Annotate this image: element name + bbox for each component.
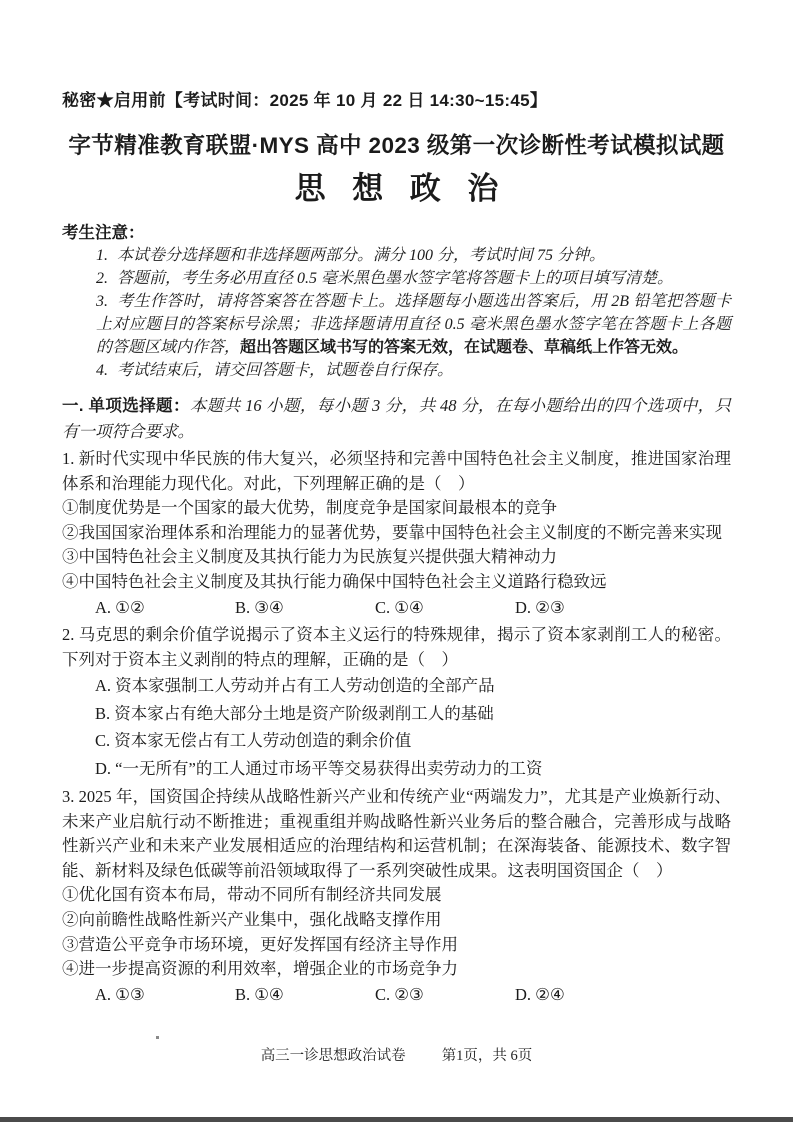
option-d: D. “一无所有”的工人通过市场平等交易获得出卖劳动力的工资 (95, 758, 543, 778)
question-stem: 1. 新时代实现中华民族的伟大复兴，必须坚持和完善中国特色社会主义制度，推进国家治理体系和治理能力现代化。对此，下列理解正确的是（ ） (62, 449, 731, 493)
exam-title: 字节精准教育联盟·MYS 高中 2023 级第一次诊断性考试模拟试题 (68, 133, 725, 158)
notice-item (62, 290, 731, 359)
notice-item-number: 2. (96, 270, 108, 287)
statement-item: ①制度优势是一个国家的最大优势，制度竞争是国家间最根本的竞争 (62, 498, 557, 518)
subject-title: 思 想 政 治 (294, 171, 508, 206)
option-d: D. ②③ (515, 597, 565, 617)
footer-page-number: 第1页，共 6页 (441, 1048, 533, 1064)
option-a: A. 资本家强制工人劳动并占有工人劳动创造的全部产品 (95, 676, 495, 696)
statement-item: ②向前瞻性战略性新兴产业集中，强化战略支撑作用 (62, 909, 442, 929)
statement-item: ①优化国有资本布局，带动不同所有制经济共同发展 (62, 885, 442, 905)
notice-item (62, 267, 731, 290)
notice-item (62, 359, 731, 382)
scan-speck (156, 1036, 159, 1039)
question-3 (62, 785, 731, 1007)
question-stem: 2. 马克思的剩余价值学说揭示了资本主义运行的特殊规律，揭示了资本家剥削工人的秘密。下列对于资本主义剥削的特点的理解，正确的是（ ） (62, 625, 731, 669)
notice-item-number: 3. (96, 293, 108, 310)
notice-heading: 考生注意： (62, 224, 145, 242)
page-footer (0, 1044, 793, 1065)
question-2 (62, 623, 731, 782)
options-row (62, 596, 731, 621)
question-1 (62, 447, 731, 620)
scan-edge-line (0, 1117, 793, 1122)
option-c: C. ②③ (375, 984, 424, 1004)
options-row (62, 983, 731, 1008)
notice-item (62, 244, 731, 267)
option-c: C. ①④ (375, 597, 424, 617)
option-a: A. ①③ (95, 984, 145, 1004)
statement-item: ③营造公平竞争市场环境，更好发挥国有经济主导作用 (62, 934, 458, 954)
statement-item: ④中国特色社会主义制度及其执行能力确保中国特色社会主义道路行稳致远 (62, 571, 607, 591)
notice-item-text: 答题前，考生务必用直径 0.5 毫米黑色墨水签字笔将答题卡上的项目填写清楚。 (117, 270, 674, 287)
notice-item-bold-text: 超出答题区域书写的答案无效，在试题卷、草稿纸上作答无效。 (240, 339, 689, 356)
section-description: 本题共 16 小题，每小题 3 分，共 48 分，在每小题给出的四个选项中，只有一项符合要求。 (62, 396, 732, 441)
notice-list (62, 244, 731, 382)
option-a: A. ①② (95, 597, 145, 617)
option-b: B. ①④ (235, 984, 284, 1004)
option-b: B. 资本家占有绝大部分土地是资产阶级剥削工人的基础 (95, 703, 494, 723)
statement-item: ③中国特色社会主义制度及其执行能力为民族复兴提供强大精神动力 (62, 547, 557, 567)
notice-item-text: 本试卷分选择题和非选择题两部分。满分 100 分，考试时间 75 分钟。 (117, 247, 606, 264)
notice-item-text: 考试结束后，请交回答题卡，试题卷自行保存。 (117, 362, 454, 379)
question-stem: 3. 2025 年，国资国企持续从战略性新兴产业和传统产业“两端发力”，尤其是产业焕新行动、未来产业启航行动不断推进；重视重组并购战略性新兴业务后的整合融合，完善形成与战略性新兴产业和未来产业发展相适应的治理结构和运营机制；在深海装备、能源技术、数字智能、新材料及绿色低碳等前沿领域取得了一系列突破性成果。这表明国资国企（ ） (62, 786, 731, 880)
classified-header: 秘密★启用前【考试时间：2025 年 10 月 22 日 14:30~15:45】 (62, 91, 548, 110)
notice-item-number: 1. (96, 247, 108, 264)
statement-item: ②我国国家治理体系和治理能力的显著优势，要靠中国特色社会主义制度的不断完善来实现 (62, 522, 722, 542)
section-label: 一. 单项选择题： (62, 397, 190, 415)
section-heading (62, 393, 731, 444)
footer-doc-title: 高三一诊思想政治试卷 (260, 1048, 406, 1064)
option-b: B. ③④ (235, 597, 284, 617)
statement-item: ④进一步提高资源的利用效率，增强企业的市场竞争力 (62, 959, 458, 979)
notice-item-number: 4. (96, 362, 108, 379)
option-d: D. ②④ (515, 984, 565, 1004)
notice-item-text: 考生作答时，请将答案答在答题卡上。选择题每小题选出答案后，用 2B 铅笔把答题卡上对应题目的答案标号涂黑；非选择题请用直径 0.5 毫米黑色墨水签字笔在答题卡上各题的答题区域内作答， (96, 293, 731, 356)
option-c: C. 资本家无偿占有工人劳动创造的剩余价值 (95, 731, 412, 751)
